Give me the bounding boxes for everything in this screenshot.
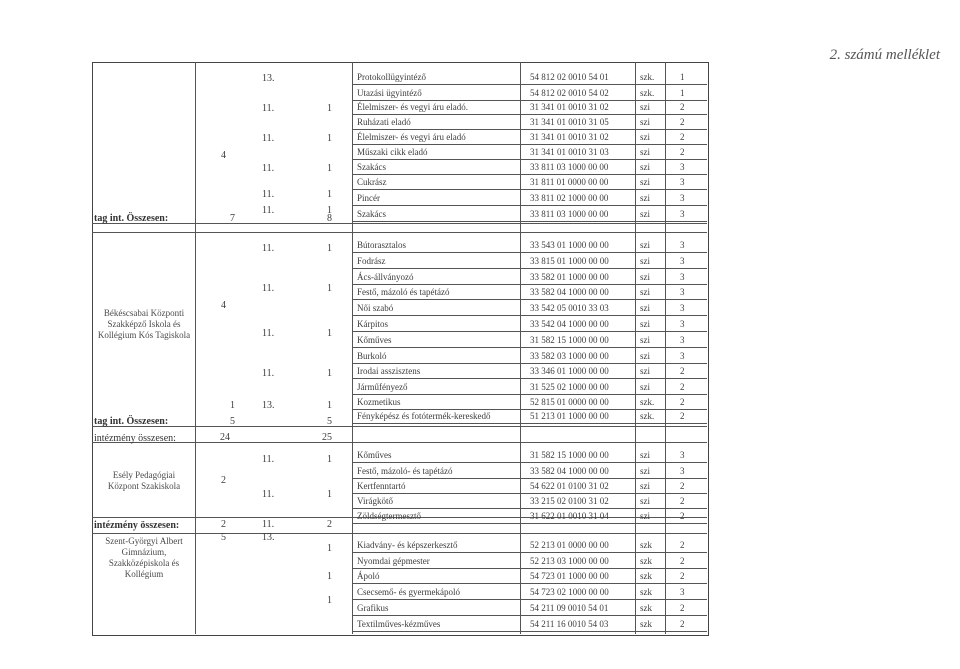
school-type: szi [640,511,650,521]
school-type: szi [640,177,650,187]
grade-count: 3 [680,335,685,345]
row-divider [352,84,707,85]
row-divider [352,347,707,348]
grade-count: 2 [680,481,685,491]
row-divider [352,583,707,584]
row-divider [352,299,707,300]
row-divider [352,508,707,509]
school-type: szk. [640,411,655,421]
occupation-name: Kiadvány- és képszerkesztő [357,540,458,550]
section4-grade: 13. [262,532,275,543]
class-count: 1 [327,368,332,379]
class-count: 1 [327,400,332,411]
school-type: szi [640,117,650,127]
occupation-name: Utazási ügyintéző [357,88,422,98]
occupation-code: 54 723 01 1000 00 00 [530,571,609,581]
school-type: szk [640,540,652,550]
grade-count: 1 [680,88,685,98]
occupation-code: 51 213 01 1000 00 00 [530,411,609,421]
grade-count: 2 [680,619,685,629]
grade-count: 2 [680,511,685,521]
occupation-name: Ruházati eladó [357,117,411,127]
class-count: 1 [327,454,332,465]
header-note: 2. számú melléklet [829,47,940,63]
occupation-code: 33 815 01 1000 00 00 [530,256,609,266]
occupation-code: 54 211 09 0010 54 01 [530,603,609,613]
occupation-name: Cukrász [357,177,387,187]
grade-count: 3 [680,240,685,250]
occupation-code: 54 723 02 1000 00 00 [530,587,609,597]
school-type: szi [640,382,650,392]
occupation-name: Kárpitos [357,319,388,329]
section3-count: 2 [221,475,226,486]
row-divider [352,493,707,494]
section-divider [92,442,707,443]
occupation-name: Textilműves-kézműves [357,619,441,629]
school-type: szi [640,256,650,266]
occupation-code: 33 582 04 1000 00 00 [530,287,609,297]
occupation-name: Virágkötő [357,496,393,506]
occupation-name: Műszaki cikk eladó [357,147,428,157]
section3-total-b: 2 [327,519,332,530]
school-type: szi [640,240,650,250]
row-divider [352,331,707,332]
row-divider [352,284,707,285]
occupation-name: Ács-állványozó [357,272,414,282]
occupation-code: 33 542 04 1000 00 00 [530,319,609,329]
grade-count: 3 [680,162,685,172]
section-divider [92,232,707,233]
school-type: szi [640,319,650,329]
section2-total-b: 25 [322,432,332,443]
grade-level: 11. [262,368,275,379]
grade-count: 3 [680,319,685,329]
occupation-code: 33 811 03 1000 00 00 [530,209,609,219]
section2-summary-label: tag int. Összesen: [94,416,169,427]
grade-level: 11. [262,243,275,254]
occupation-name: Kertfenntartó [357,481,406,491]
section2-institution: Békéscsabai Központi Szakképző Iskola és Kollégium Kós Tagiskola [97,308,191,340]
grade-count: 2 [680,540,685,550]
row-divider [352,599,707,600]
occupation-code: 31 622 01 0010 31 04 [530,511,609,521]
school-type: szi [640,351,650,361]
occupation-name: Protokollügyintéző [357,72,426,82]
occupation-name: Grafikus [357,603,389,613]
occupation-name: Fodrász [357,256,386,266]
occupation-code: 52 815 01 0000 00 00 [530,397,609,407]
school-type: szi [640,132,650,142]
section2-total-label: intézmény összesen: [94,433,176,444]
row-divider [352,631,707,632]
occupation-code: 31 341 01 0010 31 03 [530,147,609,157]
row-divider [352,129,707,130]
occupation-code: 31 811 01 0000 00 00 [530,177,609,187]
section2-summary-a: 5 [230,416,235,427]
occupation-name: Kozmetikus [357,397,401,407]
occupation-code: 52 213 03 1000 00 00 [530,556,609,566]
section2-summary-b: 5 [327,416,332,427]
col-divider [520,62,521,634]
class-count: 1 [327,163,332,174]
section4-count: 5 [221,532,226,543]
section-divider [92,426,707,427]
row-divider [352,568,707,569]
school-type: szi [640,450,650,460]
occupation-code: 33 811 03 1000 00 00 [530,162,609,172]
grade-count: 2 [680,102,685,112]
row-divider [352,100,707,101]
row-divider [352,478,707,479]
occupation-name: Bútorasztalos [357,240,406,250]
school-type: szi [640,193,650,203]
occupation-code: 33 346 01 1000 00 00 [530,366,609,376]
class-count: 1 [327,243,332,254]
grade-count: 2 [680,132,685,142]
occupation-name: Nyomdai gépmester [357,556,430,566]
occupation-name: Burkoló [357,351,387,361]
occupation-code: 33 542 05 0010 33 03 [530,303,609,313]
grade-level: 11. [262,454,275,465]
occupation-code: 31 525 02 1000 00 00 [530,382,609,392]
section1-summary-a: 7 [230,213,235,224]
row-divider [352,462,707,463]
occupation-code: 33 811 02 1000 00 00 [530,193,609,203]
grade-count: 3 [680,272,685,282]
occupation-code: 31 582 15 1000 00 00 [530,450,609,460]
grade-count: 3 [680,177,685,187]
grade-count: 3 [680,303,685,313]
section2-total-a: 24 [220,432,230,443]
occupation-name: Női szabó [357,303,394,313]
occupation-name: Élelmiszer- és vegyi áru eladó. [357,102,469,112]
school-type: szk [640,603,652,613]
grade-count: 3 [680,256,685,266]
row-divider [352,189,707,190]
grade-count: 3 [680,450,685,460]
school-type: szk [640,556,652,566]
grade-count: 2 [680,382,685,392]
section1-summary-label: tag int. Összesen: [94,213,169,224]
row-divider [352,523,707,524]
occupation-code: 52 213 01 0000 00 00 [530,540,609,550]
occupation-name: Ápoló [357,571,380,581]
grade-level: 11. [262,283,275,294]
school-type: szk [640,619,652,629]
section2-count: 4 [221,300,226,311]
col-divider [195,62,196,634]
grade-level: 11. [262,133,275,144]
grade-level: 11. [262,163,275,174]
grade-count: 3 [680,209,685,219]
grade-count: 2 [680,556,685,566]
occupation-code: 54 812 02 0010 54 01 [530,72,609,82]
section3-institution: Esély Pedagógiai Központ Szakiskola [107,470,181,491]
class-count: 1 [327,571,332,582]
section1-count: 4 [221,150,226,161]
grade-level: 11. [262,103,275,114]
school-type: szi [640,335,650,345]
school-type: szi [640,287,650,297]
occupation-name: Fényképész és fotótermék-kereskedő [357,411,491,421]
school-type: szk. [640,72,655,82]
class-count: 1 [327,328,332,339]
occupation-code: 54 622 01 0100 31 02 [530,481,609,491]
class-count: 1 [327,205,332,216]
row-divider [352,378,707,379]
occupation-name: Szakács [357,209,386,219]
row-divider [352,221,707,222]
school-type: szi [640,303,650,313]
row-divider [352,409,707,410]
row-divider [352,205,707,206]
col-divider [635,62,636,634]
occupation-name: Szakács [357,162,386,172]
grade-level: 11. [262,205,275,216]
section3-total-label: intézmény összesen: [94,520,180,531]
section-divider [92,223,707,224]
occupation-code: 31 341 01 0010 31 02 [530,132,609,142]
class-count: 1 [327,133,332,144]
grade-count: 2 [680,411,685,421]
grade-count: 2 [680,117,685,127]
grade-level: 13. [262,400,275,411]
occupation-code: 54 211 16 0010 54 03 [530,619,609,629]
occupation-code: 31 582 15 1000 00 00 [530,335,609,345]
occupation-code: 33 582 03 1000 00 00 [530,351,609,361]
grade-count: 2 [680,571,685,581]
school-type: szi [640,147,650,157]
occupation-name: Zöldségtermesztő [357,511,421,521]
occupation-code: 33 543 01 1000 00 00 [530,240,609,250]
grade-count: 3 [680,287,685,297]
class-count: 1 [327,489,332,500]
school-type: szk. [640,88,655,98]
grade-count: 3 [680,587,685,597]
occupation-name: Kőműves [357,335,392,345]
grade-level: 11. [262,328,275,339]
row-divider [352,144,707,145]
grade-count: 3 [680,351,685,361]
occupation-code: 31 341 01 0010 31 05 [530,117,609,127]
occupation-code: 33 215 02 0100 31 02 [530,496,609,506]
class-count: 1 [327,189,332,200]
grade-count: 3 [680,193,685,203]
class-count: 1 [327,103,332,114]
occupation-code: 31 341 01 0010 31 02 [530,102,609,112]
grade-level: 13. [262,73,275,84]
grade-count: 2 [680,603,685,613]
row-divider [352,174,707,175]
grade-count: 2 [680,397,685,407]
school-type: szk [640,587,652,597]
school-type: szk. [640,397,655,407]
school-type: szk [640,571,652,581]
grade-count: 2 [680,147,685,157]
section3-total-a: 2 [221,519,226,530]
occupation-name: Festő, mázoló- és tapétázó [357,466,453,476]
row-divider [352,552,707,553]
occupation-code: 33 582 01 1000 00 00 [530,272,609,282]
school-type: szi [640,481,650,491]
col-divider [352,62,353,634]
occupation-code: 33 582 04 1000 00 00 [530,466,609,476]
section3-total-g: 11. [262,519,275,530]
occupation-name: Járműfényező [357,382,408,392]
row-divider [352,114,707,115]
row-divider [352,615,707,616]
occupation-name: Élelmiszer- és vegyi áru eladó [357,132,466,142]
school-type: szi [640,209,650,219]
row-divider [352,423,707,424]
row-divider [352,252,707,253]
school-type: szi [640,272,650,282]
school-type: szi [640,466,650,476]
grade-level: 11. [262,489,275,500]
school-type: szi [640,162,650,172]
occupation-name: Kőműves [357,450,392,460]
row-divider [352,268,707,269]
row-divider [352,315,707,316]
section1-summary-b: 8 [327,213,332,224]
row-divider [352,394,707,395]
grade-count: 2 [680,366,685,376]
occupation-code: 54 812 02 0010 54 02 [530,88,609,98]
grade-count: 2 [680,496,685,506]
grade-count: 1 [680,72,685,82]
school-type: szi [640,496,650,506]
section4-institution: Szent-Györgyi Albert Gimnázium, Szakközépiskola és Kollégium [105,536,183,579]
school-type: szi [640,102,650,112]
occupation-name: Irodai asszisztens [357,366,421,376]
school-type: szi [640,366,650,376]
occupation-name: Csecsemő- és gyermekápoló [357,587,460,597]
row-divider [352,159,707,160]
grade-count: 3 [680,466,685,476]
section-divider [92,533,707,534]
grade-level: 11. [262,189,275,200]
occupation-name: Festő, mázoló és tapétázó [357,287,450,297]
row-divider [352,363,707,364]
class-count: 1 [327,595,332,606]
class-count: 1 [230,400,235,411]
col-divider [665,62,666,634]
class-count: 1 [327,283,332,294]
occupation-name: Pincér [357,193,380,203]
class-count: 1 [327,543,332,554]
